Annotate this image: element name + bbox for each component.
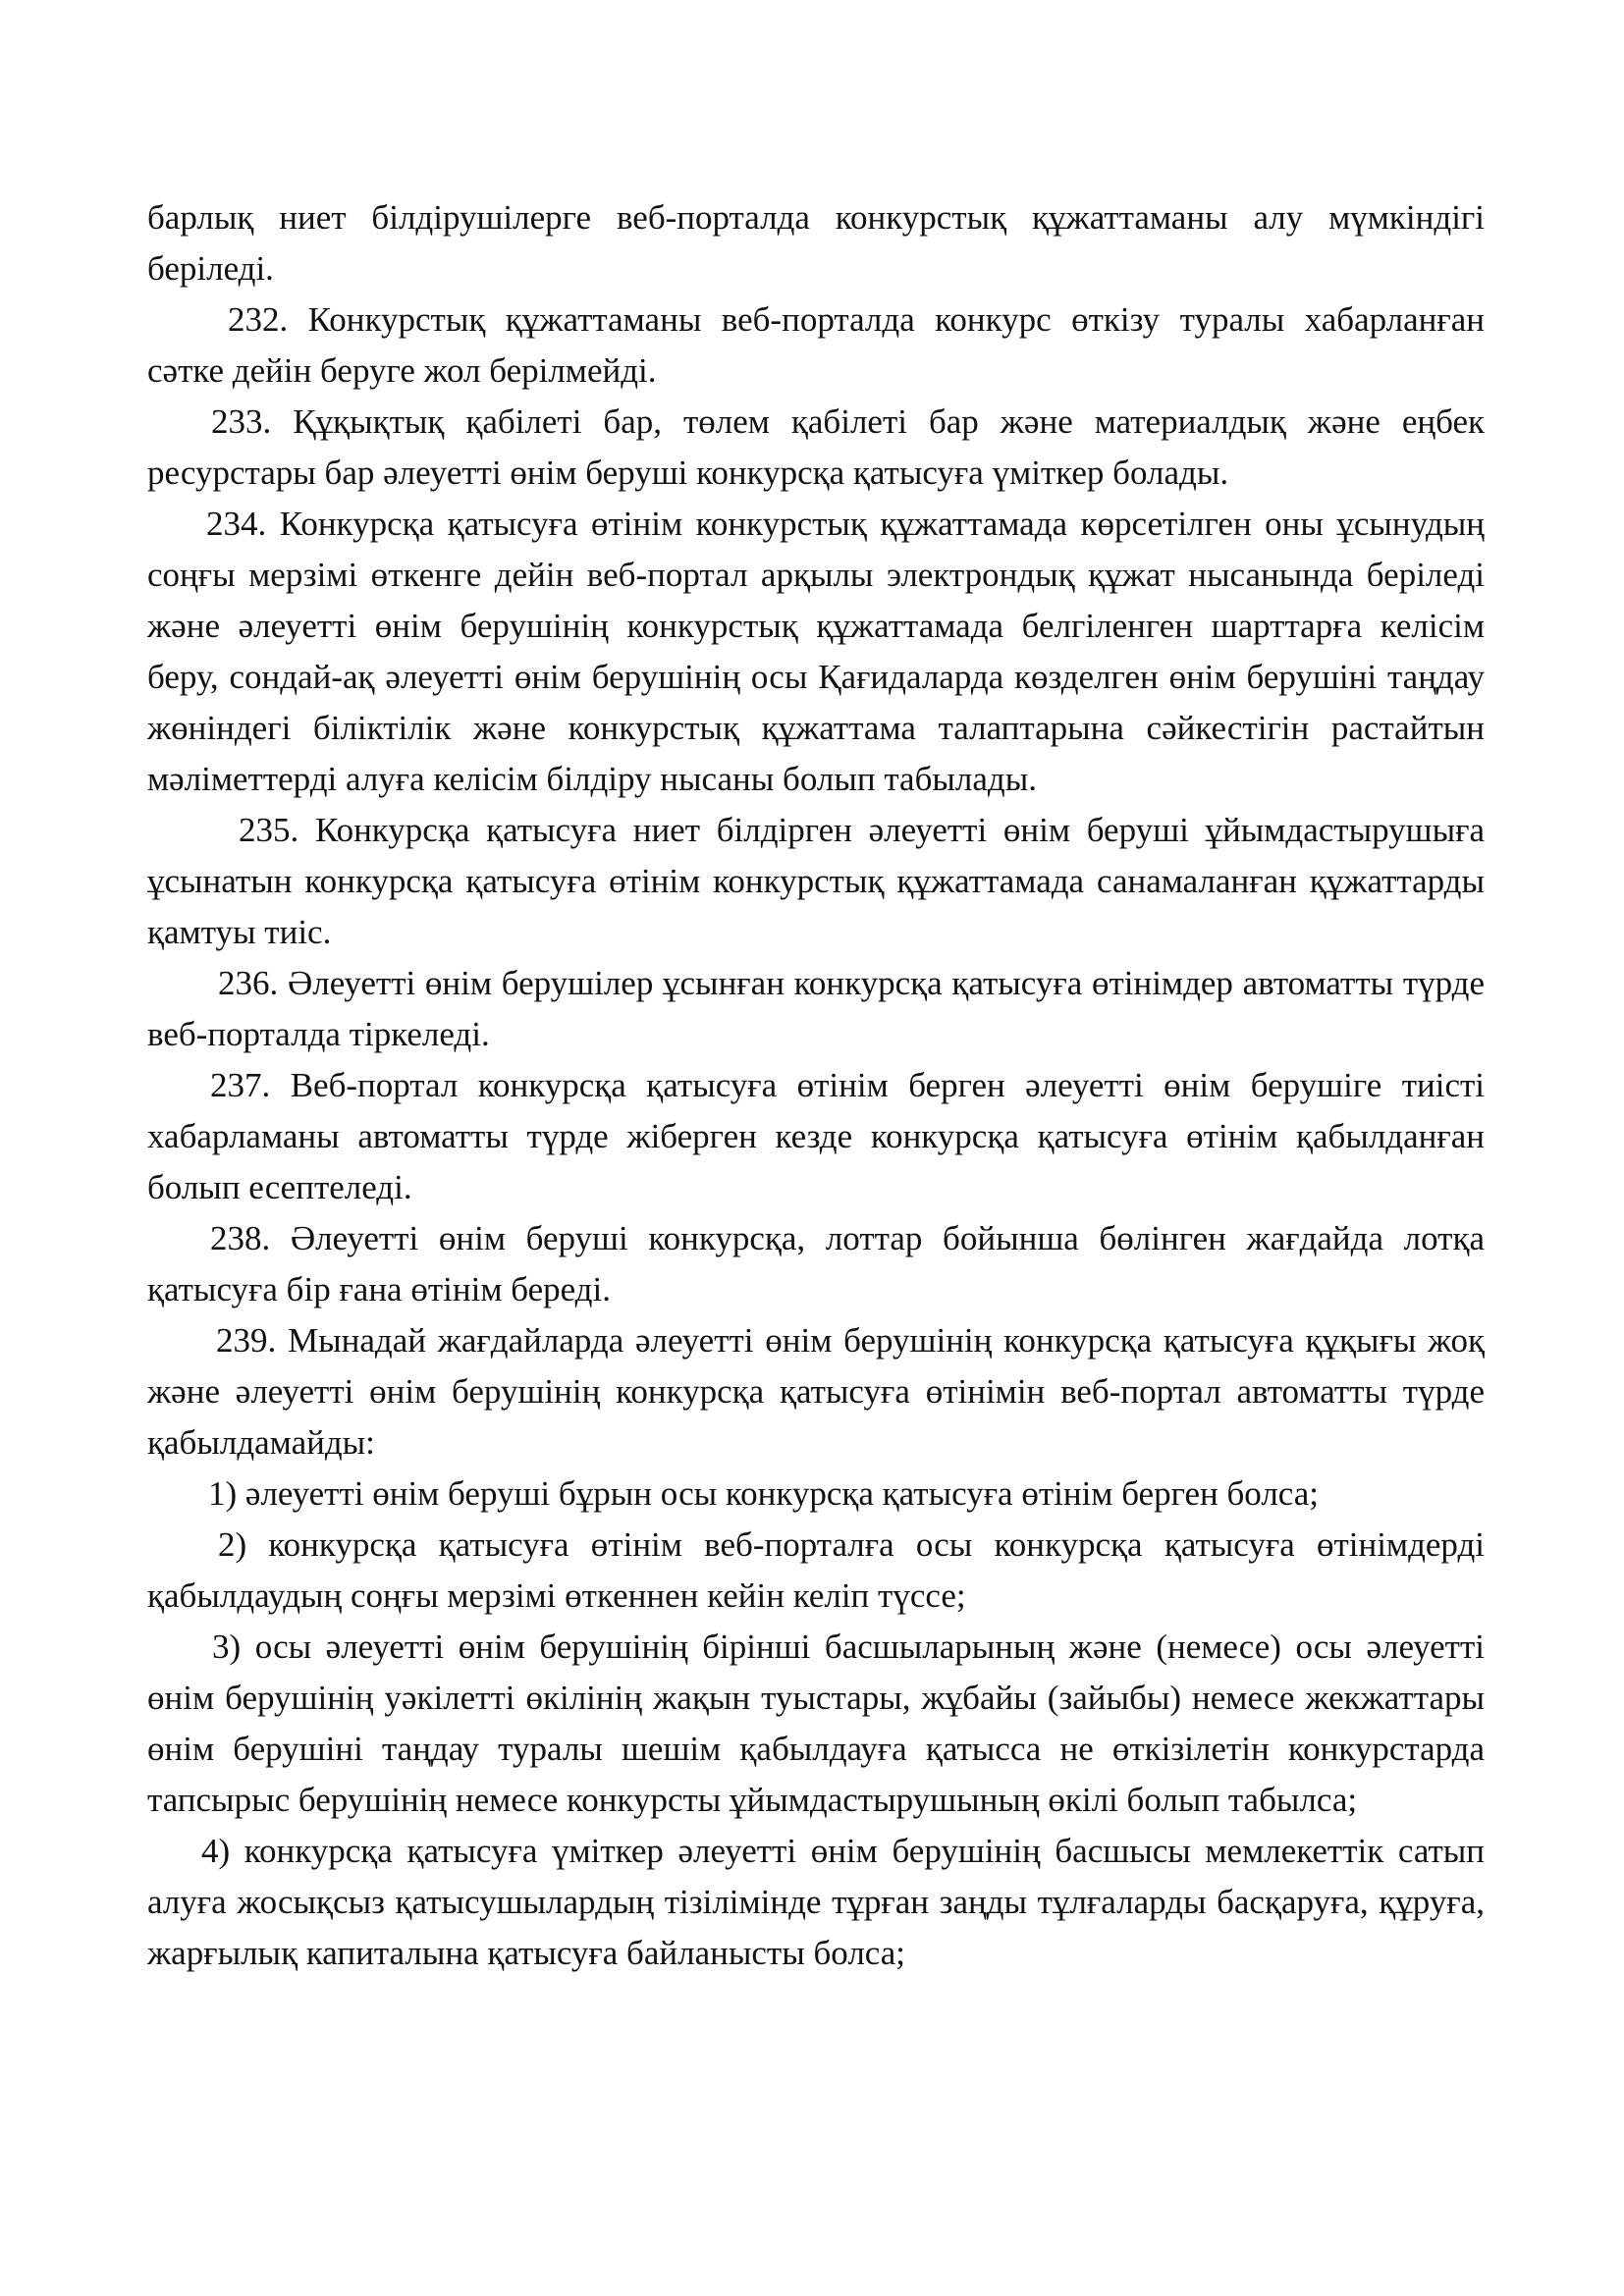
paragraph-237: 237. Веб-портал конкурсқа қатысуға өтінім берген әлеуетті өнім берушіге тиісті хабарламаны автоматты түрде жіберген кезде конкурсқа қатысуға өтінім қабылданған болып есептеледі. — [147, 1066, 1485, 1206]
paragraph-continuation: барлық ниет білдірушілерге веб-порталда конкурстық құжаттаманы алу мүмкіндігі беріледі. — [147, 198, 1485, 288]
list-item-4: 4) конкурсқа қатысуға үміткер әлеуетті өнім берушінің басшысы мемлекеттік сатып алуға жосықсыз қатысушылардың тізілімінде тұрған заңды тұлғаларды басқаруға, құруға, жарғылық капиталына қатысуға байланысты болса; — [147, 1832, 1485, 1972]
paragraph-233: 233. Құқықтық қабілеті бар, төлем қабілеті бар және материалдық және еңбек ресурстары бар әлеуетті өнім беруші конкурсқа қатысуға үміткер болады. — [147, 402, 1485, 492]
paragraph-236: 236. Әлеуетті өнім берушілер ұсынған конкурсқа қатысуға өтінімдер автоматты түрде веб-порталда тіркеледі. — [147, 964, 1485, 1053]
paragraph-235: 235. Конкурсқа қатысуға ниет білдірген әлеуетті өнім беруші ұйымдастырушыға ұсынатын конкурсқа қатысуға өтінім конкурстық құжаттамада санамаланған құжаттарды қамтуы тиіс. — [147, 811, 1485, 951]
paragraph-239: 239. Мынадай жағдайларда әлеуетті өнім берушінің конкурсқа қатысуға құқығы жоқ және әлеуетті өнім берушінің конкурсқа қатысуға өтінімін веб-портал автоматты түрде қабылдамайды: — [147, 1321, 1485, 1462]
paragraph-238: 238. Әлеуетті өнім беруші конкурсқа, лоттар бойынша бөлінген жағдайда лотқа қатысуға бір ғана өтінім береді. — [147, 1219, 1485, 1308]
paragraph-232: 232. Конкурстық құжаттаманы веб-порталда конкурс өткізу туралы хабарланған сәтке дейін беруге жол берілмейді. — [147, 300, 1485, 390]
paragraph-234: 234. Конкурсқа қатысуға өтінім конкурстық құжаттамада көрсетілген оны ұсынудың соңғы мерзімі өткенге дейін веб-портал арқылы электрондық құжат нысанында беріледі және әлеуетті өнім берушінің конкурстық құжаттамада белгіленген шарттарға келісім беру, сондай-ақ әлеуетті өнім берушінің осы Қағидаларда көзделген өнім берушіні таңдау жөніндегі біліктілік және конкурстық құжаттама талаптарына сәйкестігін растайтын мәліметтерді алуға келісім білдіру нысаны болып табылады. — [147, 505, 1485, 798]
list-item-2: 2) конкурсқа қатысуға өтінім веб-порталға осы конкурсқа қатысуға өтінімдерді қабылдаудың соңғы мерзімі өткеннен кейін келіп түссе; — [147, 1525, 1485, 1615]
list-item-1: 1) әлеуетті өнім беруші бұрын осы конкурсқа қатысуға өтінім берген болса; — [208, 1474, 1320, 1513]
document-page — [147, 192, 1485, 1979]
list-item-3: 3) осы әлеуетті өнім берушінің бірінші басшыларының және (немесе) осы әлеуетті өнім берушінің уәкілетті өкілінің жақын туыстары, жұбайы (зайыбы) немесе жекжаттары өнім берушіні таңдау туралы шешім қабылдауға қатысса не өткізілетін конкурстарда тапсырыс берушінің немесе конкурсты ұйымдастырушының өкілі болып табылса; — [147, 1628, 1485, 1819]
